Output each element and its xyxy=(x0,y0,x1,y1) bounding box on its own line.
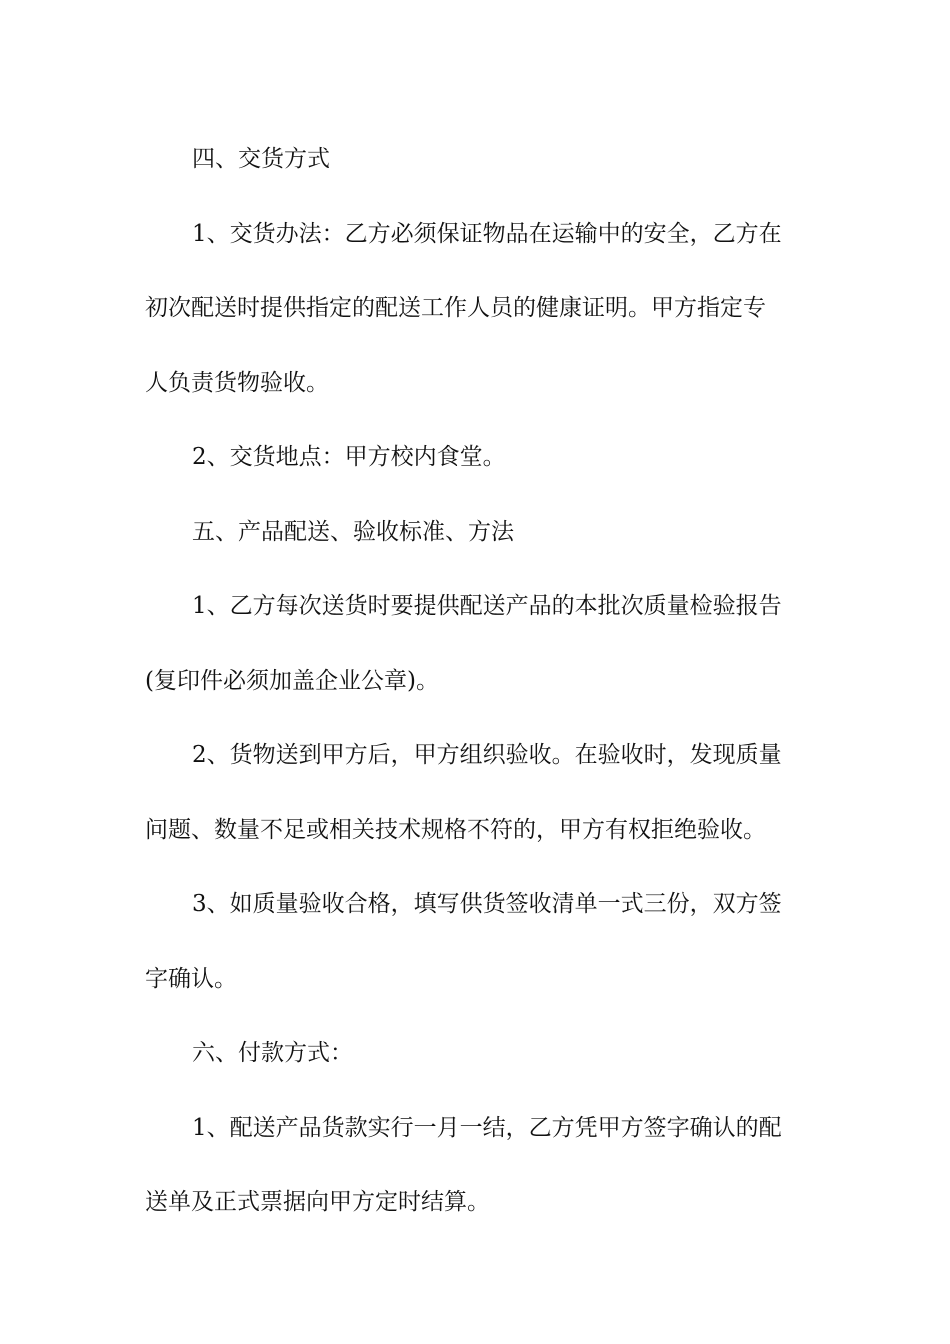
text-line: 六、付款方式： xyxy=(192,1040,353,1066)
text-line: 字确认。 xyxy=(145,965,237,992)
clause-acceptance-check xyxy=(145,718,810,867)
clause-inspection-report xyxy=(145,569,810,718)
text-line: (复印件必须加盖企业公章)。 xyxy=(145,667,439,694)
section-heading-inspection xyxy=(145,495,810,570)
document-body xyxy=(145,122,810,1240)
clause-payment-settlement xyxy=(145,1091,810,1240)
text-line: 1、乙方每次送货时要提供配送产品的本批次质量检验报告 xyxy=(192,593,782,619)
text-line: 问题、数量不足或相关技术规格不符的，甲方有权拒绝验收。 xyxy=(145,816,766,843)
text-line: 送单及正式票据向甲方定时结算。 xyxy=(145,1189,490,1215)
clause-delivery-procedure xyxy=(145,197,810,421)
section-heading-delivery-method xyxy=(145,122,810,197)
text-line: 3、如质量验收合格，填写供货签收清单一式三份，双方签 xyxy=(192,891,782,917)
text-line: 1、配送产品货款实行一月一结，乙方凭甲方签字确认的配 xyxy=(192,1114,782,1141)
text-line: 2、货物送到甲方后，甲方组织验收。在验收时，发现质量 xyxy=(192,742,782,768)
text-line: 四、交货方式 xyxy=(192,146,330,172)
text-line: 2、交货地点：甲方校内食堂。 xyxy=(192,444,506,470)
text-line: 1、交货办法：乙方必须保证物品在运输中的安全，乙方在 xyxy=(192,220,782,247)
section-heading-payment xyxy=(145,1016,810,1091)
clause-delivery-location xyxy=(145,420,810,495)
text-line: 五、产品配送、验收标准、方法 xyxy=(192,518,514,545)
text-line: 初次配送时提供指定的配送工作人员的健康证明。甲方指定专 xyxy=(145,295,766,321)
clause-sign-off xyxy=(145,867,810,1016)
text-line: 人负责货物验收。 xyxy=(145,369,329,396)
